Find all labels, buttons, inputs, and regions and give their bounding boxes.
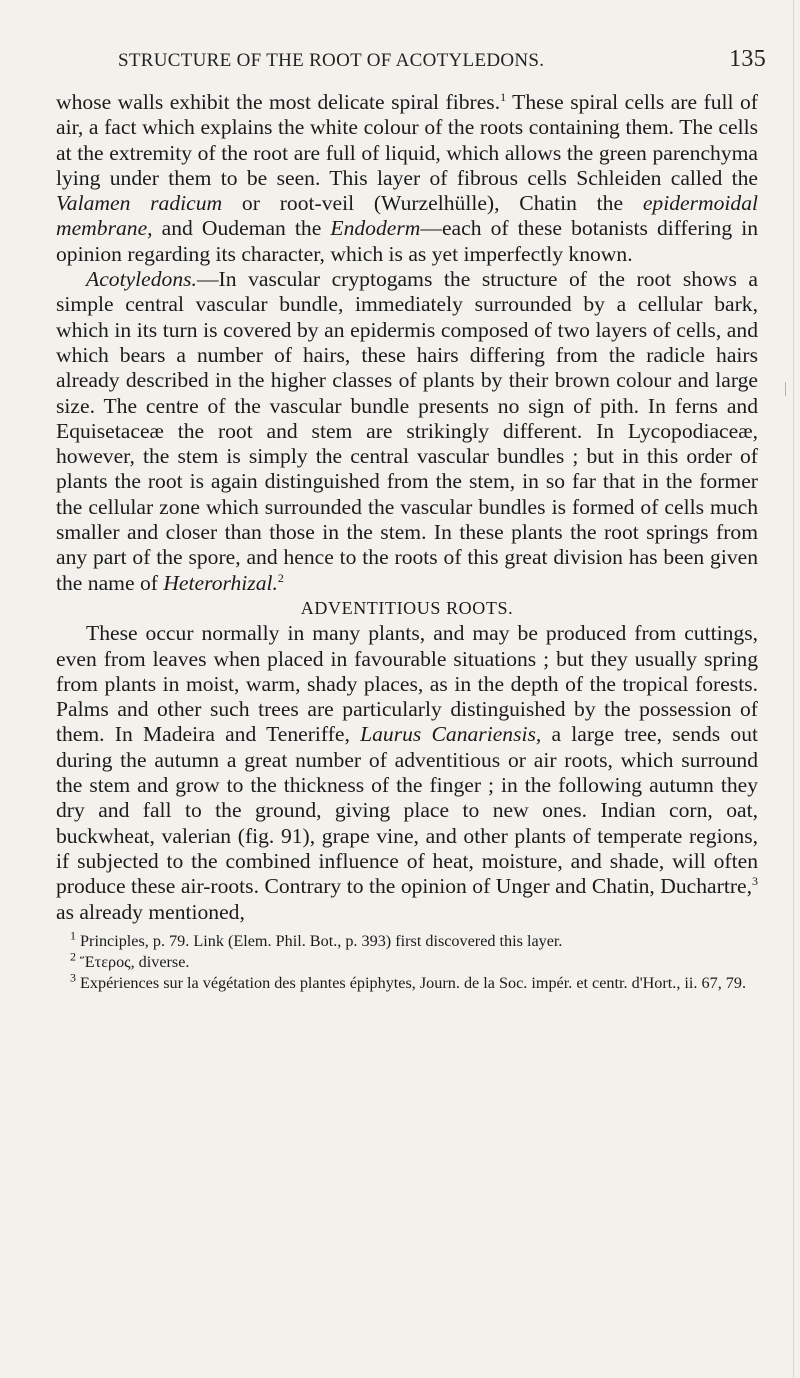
footnote-2 [56, 949, 758, 973]
text-run: These spiral cells are full of air, a fact which explains the white colour of the roots containing them. The cells at the extremity of the root are full of liquid, which allows the green parenchyma lying under them to be seen. This layer of fibrous cells Schleiden called the [56, 90, 758, 190]
running-header [118, 46, 766, 72]
footnote-text: Principles, p. 79. Link (Elem. Phil. Bot., p. 393) first discovered this layer. [76, 931, 563, 950]
footnote-text: Expériences sur la végétation des plantes épiphytes, Journ. de la Soc. impér. et centr. d'Hort., ii. 67, 79. [76, 973, 747, 992]
text-run: or root-veil (Wurzelhülle), Chatin the [222, 191, 643, 216]
text-run: as already mentioned, [56, 899, 245, 924]
footnote-ref-1: 1 [500, 89, 507, 104]
footnote-number: 1 [70, 928, 76, 943]
italic-term: epidermoidal membrane, [56, 191, 758, 241]
paragraph-acotyledons [56, 267, 758, 596]
italic-heading: Acotyledons. [86, 267, 197, 292]
running-head-title: STRUCTURE OF THE ROOT OF ACOTYLEDONS. [118, 50, 545, 71]
footnote-number: 3 [70, 970, 76, 985]
footnote-number: 2 [70, 949, 76, 964]
page-edge-mark [785, 382, 786, 396]
text-run: These occur normally in many plants, and may be produced from cuttings, even from leaves when placed in favourable situations ; but they usually spring from plants in moist, warm, shady places, as in the depth of the tropical forests. Palms and other such trees are particularly distinguished by the possession of them. In Madeira and Teneriffe, [56, 621, 758, 747]
paragraph-adventitious-roots [56, 621, 758, 925]
section-title: ADVENTITIOUS ROOTS. [300, 597, 514, 618]
italic-term: Laurus Canariensis, [360, 722, 542, 747]
footnote-3 [56, 970, 758, 994]
page-edge-line [793, 0, 794, 1378]
paragraph-root-veil [56, 90, 758, 267]
text-run: —In vascular cryptogams the structure of the root shows a simple central vascular bundle, immediately surrounded by a cellular bark, which in its turn is covered by an epidermis composed of two layers of cells, and which bears a number of hairs, these hairs differing from the radicle hairs already described in the higher classes of plants by their brown colour and large size. The centre of the vascular bundle presents no sign of pith. In ferns and Equisetaceæ the root and stem are strikingly different. In Lycopodiaceæ, however, the stem is simply the central vascular bundles ; but in this order of plants the root is again distinguished from the stem, in so far that in the former the cellular zone which surrounded the vascular bundles is formed of cells much smaller and closer than those in the stem. In these plants the root springs from any part of the spore, and hence to the roots of this great division has been given the name of [56, 267, 758, 595]
text-run: and Oudeman the [152, 216, 331, 241]
text-run: a large tree, sends out during the autumn a great number of adventitious or air roots, which surround the stem and grow to the thickness of the finger ; in the following autumn they dry and fall to the ground, giving place to new ones. Indian corn, oat, buckwheat, valerian (fig. 91), grape vine, and other plants of temperate regions, if subjected to the combined influence of heat, moisture, and shade, will often produce these air-roots. Contrary to the opinion of Unger and Chatin, Duchartre, [56, 722, 758, 899]
italic-term: Endoderm [330, 216, 421, 241]
footnote-ref-3: 3 [752, 874, 758, 889]
footnote-text: Ἕτερος, diverse. [76, 952, 190, 971]
text-run: whose walls exhibit the most delicate spiral fibres. [56, 90, 501, 114]
footnotes [56, 928, 758, 994]
footnote-ref-2: 2 [277, 570, 284, 585]
text-run: —each of these botanists differing in opinion regarding its character, which is as yet imperfectly known. [56, 216, 758, 266]
footnote-1 [56, 928, 758, 952]
italic-term: Valamen radicum [56, 191, 223, 216]
page-number: 135 [729, 46, 766, 72]
main-text [56, 90, 758, 994]
italic-term: Heterorhizal. [163, 570, 278, 595]
